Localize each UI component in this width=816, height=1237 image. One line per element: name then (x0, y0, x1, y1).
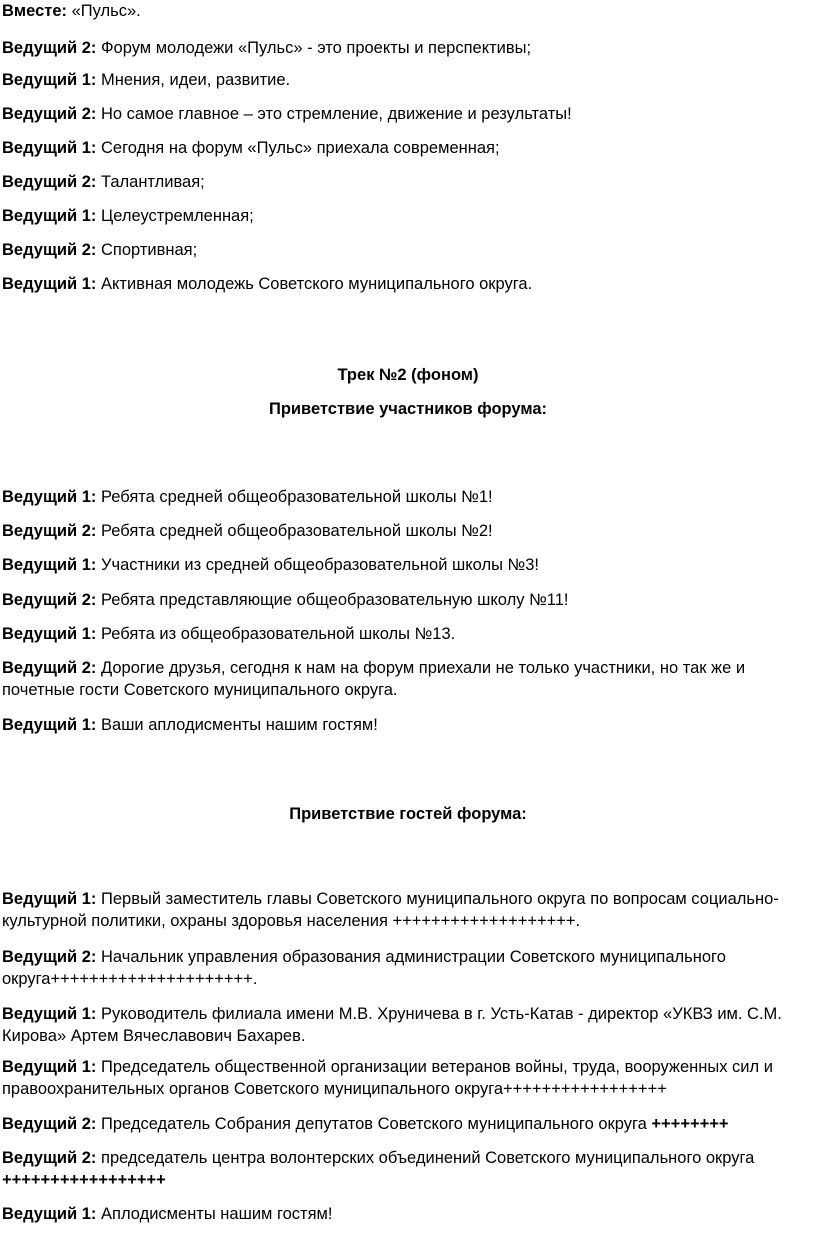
line-text: Ваши аплодисменты нашим гостям! (96, 716, 378, 734)
dialogue-line (2, 69, 814, 91)
line-text: Мнения, идеи, развитие. (96, 71, 291, 89)
line-text: Начальник управления образования администрации Советского муниципального округа+++++++++++++++++++++. (2, 948, 726, 988)
speaker-label: Ведущий 2: (2, 105, 97, 123)
line-text: Дорогие друзья, сегодня к нам на форум приехали не только участники, но так же и почетные гости Советского муниципального округа. (2, 659, 746, 699)
dialogue-line (2, 1203, 814, 1225)
dialogue-line (2, 103, 814, 125)
dialogue-line (2, 714, 814, 736)
line-text: Ребята из общеобразовательной школы №13. (96, 625, 456, 643)
dialogue-line (2, 554, 814, 576)
line-text-bold-tail: +++++++++++++++++ (2, 1171, 166, 1189)
speaker-label: Ведущий 1: (2, 890, 97, 908)
speaker-label: Ведущий 1: (2, 71, 97, 89)
dialogue-line (2, 486, 814, 508)
speaker-label: Ведущий 2: (2, 591, 97, 609)
speaker-label: Ведущий 1: (2, 207, 97, 225)
dialogue-line (2, 657, 814, 701)
speaker-label: Ведущий 1: (2, 275, 97, 293)
speaker-label: Ведущий 2: (2, 948, 97, 966)
speaker-label: Ведущий 1: (2, 139, 97, 157)
dialogue-line (2, 137, 814, 159)
line-text: Форум молодежи «Пульс» - это проекты и перспективы; (96, 39, 532, 57)
speaker-label: Ведущий 1: (2, 1005, 97, 1023)
line-text: Ребята средней общеобразовательной школы №2! (96, 522, 493, 540)
dialogue-line (2, 205, 814, 227)
dialogue-line (2, 273, 814, 295)
line-text: Первый заместитель главы Советского муниципального округа по вопросам социально-культурной политики, охраны здоровья населения +++++++++++++++++++. (2, 890, 779, 930)
dialogue-line (2, 0, 814, 22)
dialogue-line (2, 623, 814, 645)
speaker-label: Ведущий 2: (2, 522, 97, 540)
line-text: Спортивная; (96, 241, 198, 259)
line-text: «Пульс». (67, 2, 141, 20)
speaker-label: Ведущий 1: (2, 556, 97, 574)
line-text: Но самое главное – это стремление, движение и результаты! (96, 105, 572, 123)
section-heading-track: Трек №2 (фоном) (337, 366, 479, 384)
speaker-label: Ведущий 1: (2, 488, 97, 506)
line-text: Активная молодежь Советского муниципального округа. (96, 275, 533, 293)
section-heading-guests: Приветствие гостей форума: (289, 805, 527, 823)
dialogue-line (2, 171, 814, 193)
line-text: Руководитель филиала имени М.В. Хруничева в г. Усть-Катав - директор «УКВЗ им. С.М. Кирова» Артем Вячеславович Бахарев. (2, 1005, 782, 1045)
speaker-label: Ведущий 2: (2, 659, 97, 677)
line-text: Ребята средней общеобразовательной школы №1! (96, 488, 493, 506)
dialogue-line (2, 37, 814, 59)
dialogue-line (2, 1003, 814, 1047)
dialogue-line (2, 589, 814, 611)
line-text: Сегодня на форум «Пульс» приехала современная; (96, 139, 500, 157)
dialogue-line (2, 888, 814, 932)
dialogue-line (2, 239, 814, 261)
speaker-label: Ведущий 2: (2, 1149, 97, 1167)
speaker-label: Вместе: (2, 2, 68, 20)
dialogue-line (2, 946, 814, 990)
speaker-label: Ведущий 2: (2, 173, 97, 191)
speaker-label: Ведущий 1: (2, 716, 97, 734)
section-heading-participants: Приветствие участников форума: (268, 400, 548, 418)
dialogue-line (2, 1056, 814, 1100)
line-text: Председатель общественной организации ветеранов войны, труда, вооруженных сил и правоохранительных органов Советского муниципального округа+++++++++++++++++ (2, 1058, 773, 1098)
dialogue-line (2, 1113, 814, 1135)
speaker-label: Ведущий 2: (2, 1115, 97, 1133)
line-text: Аплодисменты нашим гостям! (96, 1205, 333, 1223)
speaker-label: Ведущий 2: (2, 241, 97, 259)
dialogue-line (2, 520, 814, 542)
line-text: Целеустремленная; (96, 207, 254, 225)
line-text: Участники из средней общеобразовательной школы №3! (96, 556, 539, 574)
line-text: Председатель Собрания депутатов Советского муниципального округа (96, 1115, 652, 1133)
line-text: Ребята представляющие общеобразовательную школу №11! (96, 591, 569, 609)
speaker-label: Ведущий 1: (2, 1058, 97, 1076)
speaker-label: Ведущий 2: (2, 39, 97, 57)
dialogue-line (2, 1147, 814, 1191)
line-text-bold-tail: ++++++++ (651, 1115, 729, 1133)
speaker-label: Ведущий 1: (2, 625, 97, 643)
line-text: председатель центра волонтерских объединений Советского муниципального округа (96, 1149, 755, 1167)
speaker-label: Ведущий 1: (2, 1205, 97, 1223)
line-text: Талантливая; (96, 173, 205, 191)
